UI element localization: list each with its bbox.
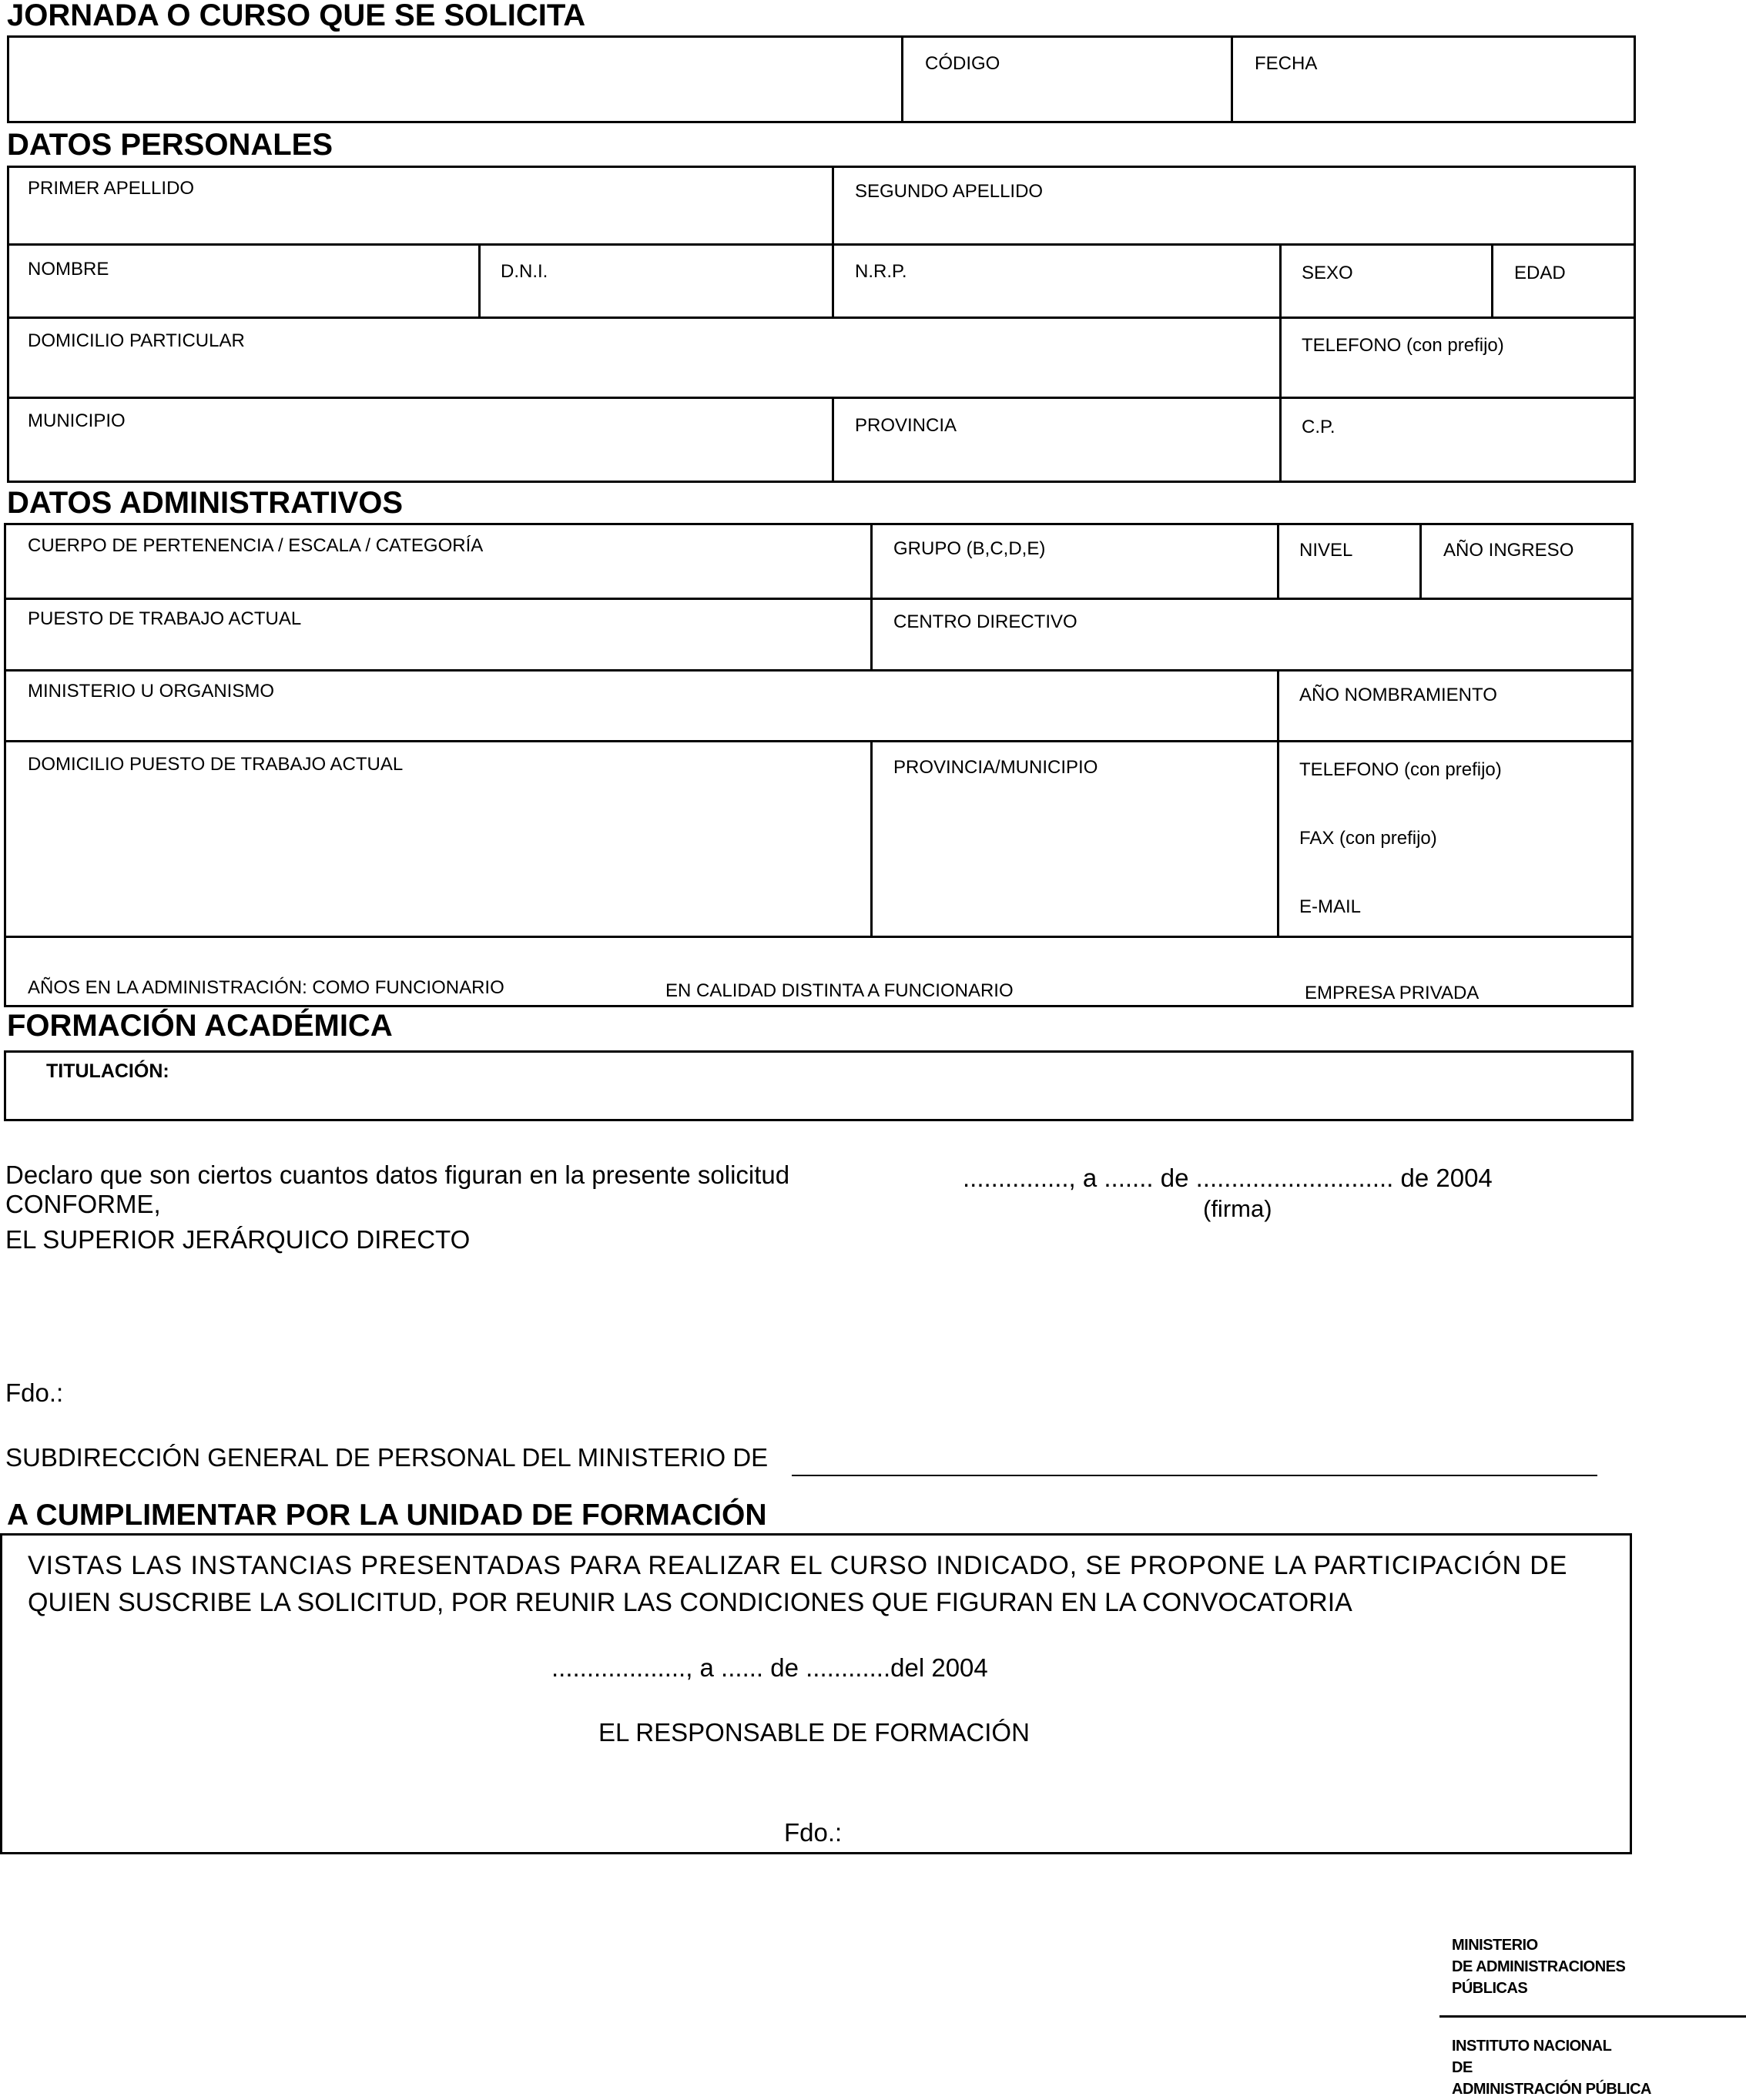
anios-distinta-label: EN CALIDAD DISTINTA A FUNCIONARIO (665, 980, 1014, 1001)
sexo-label: SEXO (1302, 263, 1353, 283)
jornada-title: JORNADA O CURSO QUE SE SOLICITA (7, 0, 586, 32)
declaracion-fdo: Fdo.: (5, 1378, 64, 1407)
unidad-text-line1: VISTAS LAS INSTANCIAS PRESENTADAS PARA REALIZAR EL CURSO INDICADO, SE PROPONE LA PARTICIPACIÓN DE (28, 1551, 1568, 1580)
titulacion-label: TITULACIÓN: (46, 1060, 169, 1082)
provincia-label: PROVINCIA (855, 415, 957, 436)
municipio-field[interactable] (9, 399, 832, 481)
cp-field[interactable] (1282, 399, 1634, 481)
responsable-label: EL RESPONSABLE DE FORMACIÓN (598, 1718, 1030, 1747)
datos-administrativos-title: DATOS ADMINISTRATIVOS (7, 486, 404, 520)
anios-funcionario-label: AÑOS EN LA ADMINISTRACIÓN: COMO FUNCIONARIO (28, 977, 504, 998)
jornada-name-field[interactable] (9, 38, 901, 121)
unidad-date-line: ..................., a ...... de ............del 2004 (551, 1653, 988, 1682)
provincia-municipio-label: PROVINCIA/MUNICIPIO (893, 757, 1098, 778)
centro-directivo-field[interactable] (873, 600, 1631, 669)
logo-line: MINISTERIO (1452, 1937, 1538, 1954)
centro-directivo-label: CENTRO DIRECTIVO (893, 611, 1077, 632)
municipio-label: MUNICIPIO (28, 410, 126, 431)
puesto-label: PUESTO DE TRABAJO ACTUAL (28, 608, 302, 629)
dni-label: D.N.I. (501, 261, 548, 282)
grupo-label: GRUPO (B,C,D,E) (893, 538, 1046, 559)
cp-label: C.P. (1302, 417, 1335, 437)
formacion-title: FORMACIÓN ACADÉMICA (7, 1009, 393, 1043)
anios-privada-label: EMPRESA PRIVADA (1305, 983, 1480, 1003)
declaracion-line1: Declaro que son ciertos cuantos datos figuran en la presente solicitud (5, 1161, 790, 1189)
fecha-field[interactable] (1233, 38, 1634, 121)
nombre-field[interactable] (9, 246, 478, 317)
nrp-label: N.R.P. (855, 261, 907, 282)
ministerio-label: MINISTERIO U ORGANISMO (28, 681, 275, 702)
nombre-label: NOMBRE (28, 259, 109, 280)
telefono-field[interactable] (1282, 319, 1634, 397)
telefono-trabajo-label: TELEFONO (con prefijo) (1299, 759, 1502, 780)
titulacion-field[interactable] (6, 1053, 1631, 1119)
datos-personales-title: DATOS PERSONALES (7, 128, 333, 162)
fax-label: FAX (con prefijo) (1299, 828, 1437, 849)
declaracion-date-line: ..............., a ....... de ............................ de 2004 (963, 1164, 1493, 1192)
anio-ingreso-label: AÑO INGRESO (1443, 540, 1574, 561)
ministerio-underline (792, 1475, 1597, 1476)
anio-ingreso-field[interactable] (1422, 525, 1631, 598)
grupo-field[interactable] (873, 525, 1277, 598)
codigo-field[interactable] (903, 38, 1231, 121)
nivel-field[interactable] (1279, 525, 1419, 598)
logo-line: ADMINISTRACIÓN PÚBLICA (1452, 2081, 1651, 2098)
primer-apellido-label: PRIMER APELLIDO (28, 178, 195, 199)
logo-line: PÚBLICAS (1452, 1980, 1528, 1997)
telefono-label: TELEFONO (con prefijo) (1302, 335, 1504, 356)
codigo-label: CÓDIGO (925, 53, 1000, 74)
logo-line: INSTITUTO NACIONAL (1452, 2038, 1612, 2055)
domicilio-puesto-label: DOMICILIO PUESTO DE TRABAJO ACTUAL (28, 754, 404, 775)
declaracion-line3: EL SUPERIOR JERÁRQUICO DIRECTO (5, 1225, 471, 1254)
edad-label: EDAD (1514, 263, 1566, 283)
subdireccion-label: SUBDIRECCIÓN GENERAL DE PERSONAL DEL MINISTERIO DE (5, 1443, 769, 1472)
unidad-box (0, 1533, 1632, 1854)
nivel-label: NIVEL (1299, 540, 1353, 561)
email-label: E-MAIL (1299, 896, 1362, 917)
domicilio-label: DOMICILIO PARTICULAR (28, 330, 245, 351)
logo-line: DE (1452, 2059, 1473, 2076)
logo-divider (1439, 2015, 1746, 2018)
logo-line: DE ADMINISTRACIONES (1452, 1958, 1626, 1975)
unidad-text-line2: QUIEN SUSCRIBE LA SOLICITUD, POR REUNIR LAS CONDICIONES QUE FIGURAN EN LA CONVOCATORIA (28, 1588, 1352, 1617)
cuerpo-label: CUERPO DE PERTENENCIA / ESCALA / CATEGORÍA (28, 535, 484, 556)
inap-logo-text (1452, 2035, 1651, 2100)
ministerio-logo-text (1452, 1934, 1625, 1999)
fecha-label: FECHA (1255, 53, 1318, 74)
unidad-fdo: Fdo.: (784, 1818, 843, 1847)
segundo-apellido-field[interactable] (834, 168, 1634, 243)
anio-nombramiento-label: AÑO NOMBRAMIENTO (1299, 685, 1497, 705)
ministerio-de-field[interactable] (792, 1442, 1597, 1475)
provincia-field[interactable] (834, 399, 1279, 481)
declaracion-line2: CONFORME, (5, 1190, 161, 1218)
segundo-apellido-label: SEGUNDO APELLIDO (855, 181, 1044, 202)
anio-nombramiento-field[interactable] (1279, 672, 1631, 740)
unidad-title: A CUMPLIMENTAR POR LA UNIDAD DE FORMACIÓN (7, 1499, 767, 1532)
firma-label: (firma) (1203, 1195, 1272, 1222)
